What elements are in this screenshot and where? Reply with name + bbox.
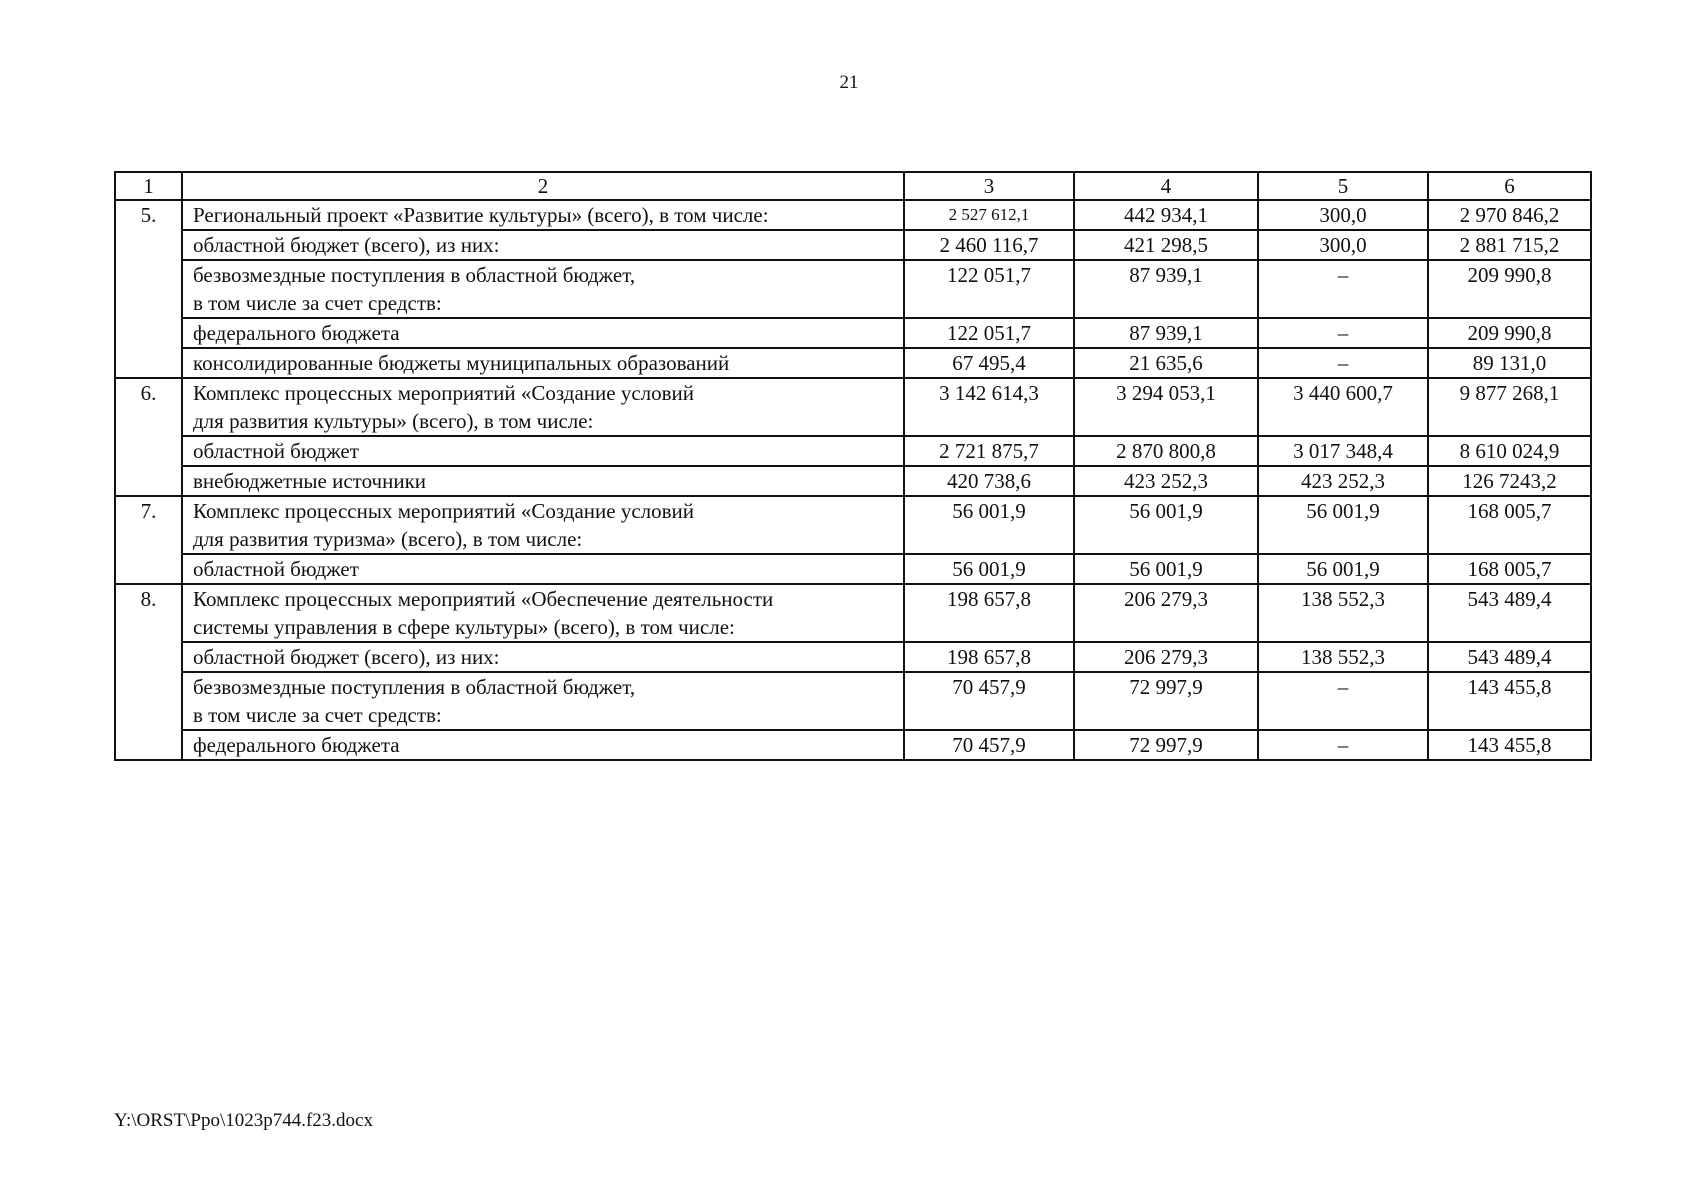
- value-cell-col-4: 421 298,5: [1074, 230, 1258, 260]
- value-cell-col-4: 56 001,9: [1074, 554, 1258, 584]
- header-cell-4: 4: [1074, 172, 1258, 200]
- value-cell-col-3: 56 001,9: [904, 554, 1074, 584]
- value-cell-col-4: 206 279,3: [1074, 584, 1258, 642]
- description-line: федерального бюджета: [193, 733, 400, 757]
- value-cell-col-4: 3 294 053,1: [1074, 378, 1258, 436]
- description-line: безвозмездные поступления в областной бюджет,: [193, 675, 636, 699]
- value-cell-col-4: 423 252,3: [1074, 466, 1258, 496]
- value-cell-col-3: 122 051,7: [904, 260, 1074, 318]
- row-number-cell: 6.: [115, 378, 182, 496]
- value-cell-col-4: 21 635,6: [1074, 348, 1258, 378]
- description-line: для развития туризма» (всего), в том числе:: [193, 527, 583, 551]
- table-row: [115, 584, 1591, 642]
- description-cell: [182, 318, 904, 348]
- table-row: [115, 318, 1591, 348]
- value-cell-col-3: 56 001,9: [904, 496, 1074, 554]
- value-cell-col-6: 168 005,7: [1428, 554, 1591, 584]
- value-cell-col-6: 2 881 715,2: [1428, 230, 1591, 260]
- value-cell-col-4: 87 939,1: [1074, 260, 1258, 318]
- table-body: [115, 172, 1591, 760]
- value-cell-col-5: –: [1258, 348, 1428, 378]
- value-cell-col-6: 126 7243,2: [1428, 466, 1591, 496]
- value-cell-col-4: 206 279,3: [1074, 642, 1258, 672]
- value-cell-col-6: 89 131,0: [1428, 348, 1591, 378]
- description-line: внебюджетные источники: [193, 469, 427, 493]
- table-row: [115, 496, 1591, 554]
- value-cell-col-5: 423 252,3: [1258, 466, 1428, 496]
- value-cell-col-3: 122 051,7: [904, 318, 1074, 348]
- description-line: в том числе за счет средств:: [193, 291, 442, 315]
- table-header-row: [115, 172, 1591, 200]
- description-cell: [182, 672, 904, 730]
- value-cell-col-5: 56 001,9: [1258, 554, 1428, 584]
- description-line: областной бюджет: [193, 439, 359, 463]
- value-cell-col-6: 543 489,4: [1428, 584, 1591, 642]
- table-row: [115, 436, 1591, 466]
- page-number: 21: [839, 72, 859, 93]
- value-cell-col-5: –: [1258, 318, 1428, 348]
- description-cell: [182, 378, 904, 436]
- value-cell-col-3: 2 527 612,1: [904, 200, 1074, 230]
- value-cell-col-5: –: [1258, 260, 1428, 318]
- value-cell-col-5: 300,0: [1258, 230, 1428, 260]
- table-row: [115, 672, 1591, 730]
- value-cell-col-3: 3 142 614,3: [904, 378, 1074, 436]
- table-row: [115, 260, 1591, 318]
- description-line: в том числе за счет средств:: [193, 703, 442, 727]
- value-cell-col-5: –: [1258, 672, 1428, 730]
- table-row: [115, 378, 1591, 436]
- description-cell: [182, 730, 904, 760]
- table-row: [115, 348, 1591, 378]
- value-cell-col-3: 70 457,9: [904, 730, 1074, 760]
- description-cell: [182, 230, 904, 260]
- row-number-cell: 8.: [115, 584, 182, 760]
- description-line: областной бюджет (всего), из них:: [193, 233, 500, 257]
- value-cell-col-6: 143 455,8: [1428, 672, 1591, 730]
- description-line: Региональный проект «Развитие культуры» (всего), в том числе:: [193, 203, 769, 227]
- description-line: Комплекс процессных мероприятий «Создание условий: [193, 381, 695, 405]
- header-cell-6: 6: [1428, 172, 1591, 200]
- value-cell-col-4: 56 001,9: [1074, 496, 1258, 554]
- description-line: областной бюджет: [193, 557, 359, 581]
- table-row: [115, 642, 1591, 672]
- value-cell-col-3: 198 657,8: [904, 642, 1074, 672]
- value-cell-col-6: 2 970 846,2: [1428, 200, 1591, 230]
- header-cell-5: 5: [1258, 172, 1428, 200]
- header-cell-1: 1: [115, 172, 182, 200]
- value-cell-col-3: 198 657,8: [904, 584, 1074, 642]
- value-cell-col-5: 138 552,3: [1258, 642, 1428, 672]
- budget-table: [114, 171, 1592, 761]
- footer-file-path: Y:\ORST\Ppo\1023p744.f23.docx: [114, 1110, 373, 1131]
- row-number-cell: 5.: [115, 200, 182, 378]
- value-cell-col-4: 442 934,1: [1074, 200, 1258, 230]
- value-cell-col-3: 420 738,6: [904, 466, 1074, 496]
- value-cell-col-6: 209 990,8: [1428, 318, 1591, 348]
- value-cell-col-3: 67 495,4: [904, 348, 1074, 378]
- table-row: [115, 230, 1591, 260]
- description-cell: [182, 260, 904, 318]
- value-cell-col-5: 300,0: [1258, 200, 1428, 230]
- value-cell-col-3: 2 460 116,7: [904, 230, 1074, 260]
- value-cell-col-4: 2 870 800,8: [1074, 436, 1258, 466]
- description-line: безвозмездные поступления в областной бюджет,: [193, 263, 636, 287]
- row-number-cell: 7.: [115, 496, 182, 584]
- description-cell: [182, 348, 904, 378]
- table-row: [115, 730, 1591, 760]
- description-cell: [182, 642, 904, 672]
- value-cell-col-5: 56 001,9: [1258, 496, 1428, 554]
- header-cell-3: 3: [904, 172, 1074, 200]
- description-cell: [182, 584, 904, 642]
- value-cell-col-4: 72 997,9: [1074, 672, 1258, 730]
- value-cell-col-6: 9 877 268,1: [1428, 378, 1591, 436]
- description-cell: [182, 496, 904, 554]
- description-line: федерального бюджета: [193, 321, 400, 345]
- value-cell-col-6: 8 610 024,9: [1428, 436, 1591, 466]
- description-cell: [182, 554, 904, 584]
- header-cell-2: 2: [182, 172, 904, 200]
- value-cell-col-5: 138 552,3: [1258, 584, 1428, 642]
- value-cell-col-5: 3 017 348,4: [1258, 436, 1428, 466]
- value-cell-col-6: 209 990,8: [1428, 260, 1591, 318]
- description-line: Комплекс процессных мероприятий «Создание условий: [193, 499, 695, 523]
- description-cell: [182, 200, 904, 230]
- value-cell-col-5: –: [1258, 730, 1428, 760]
- value-cell-col-5: 3 440 600,7: [1258, 378, 1428, 436]
- value-cell-col-6: 168 005,7: [1428, 496, 1591, 554]
- description-line: для развития культуры» (всего), в том числе:: [193, 409, 594, 433]
- value-cell-col-3: 2 721 875,7: [904, 436, 1074, 466]
- description-line: Комплекс процессных мероприятий «Обеспечение деятельности: [193, 587, 774, 611]
- description-cell: [182, 436, 904, 466]
- description-line: системы управления в сфере культуры» (всего), в том числе:: [193, 615, 735, 639]
- description-line: областной бюджет (всего), из них:: [193, 645, 500, 669]
- value-cell-col-4: 72 997,9: [1074, 730, 1258, 760]
- table-row: [115, 466, 1591, 496]
- value-cell-col-6: 543 489,4: [1428, 642, 1591, 672]
- description-cell: [182, 466, 904, 496]
- value-cell-col-3: 70 457,9: [904, 672, 1074, 730]
- value-cell-col-6: 143 455,8: [1428, 730, 1591, 760]
- description-line: консолидированные бюджеты муниципальных образований: [193, 351, 730, 375]
- value-cell-col-4: 87 939,1: [1074, 318, 1258, 348]
- table-row: [115, 554, 1591, 584]
- table-row: [115, 200, 1591, 230]
